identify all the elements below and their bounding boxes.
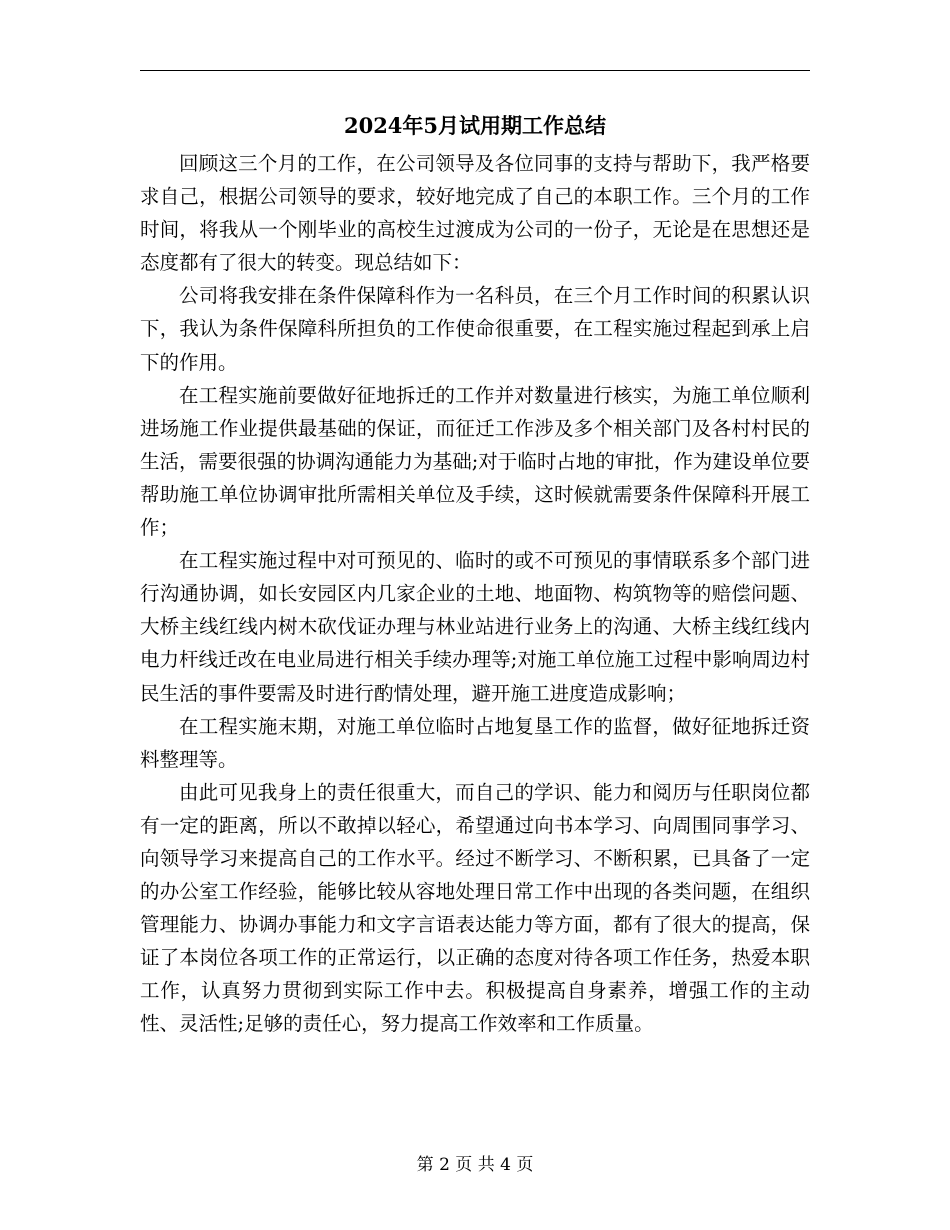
paragraph: 公司将我安排在条件保障科作为一名科员，在三个月工作时间的积累认识下，我认为条件保障科所担负的工作使命很重要，在工程实施过程起到承上启下的作用。 [140, 284, 810, 374]
paragraph: 回顾这三个月的工作，在公司领导及各位同事的支持与帮助下，我严格要求自己，根据公司领导的要求，较好地完成了自己的本职工作。三个月的工作时间，将我从一个刚毕业的高校生过渡成为公司的一份子，无论是在思想还是态度都有了很大的转变。现总结如下： [140, 152, 810, 275]
document-body [140, 147, 810, 1041]
paragraph: 在工程实施过程中对可预见的、临时的或不可预见的事情联系多个部门进行沟通协调，如长安园区内几家企业的土地、地面物、构筑物等的赔偿问题、大桥主线红线内树木砍伐证办理与林业站进行业务上的沟通、大桥主线红线内电力杆线迁改在电业局进行相关手续办理等;对施工单位施工过程中影响周边村民生活的事件要需及时进行酌情处理，避开施工进度造成影响； [140, 549, 810, 705]
page-number: 第 2 页 共 4 页 [416, 1155, 534, 1175]
paragraph: 在工程实施前要做好征地拆迁的工作并对数量进行核实，为施工单位顺利进场施工作业提供最基础的保证，而征迁工作涉及多个相关部门及各村村民的生活，需要很强的协调沟通能力为基础;对于临时占地的审批，作为建设单位要帮助施工单位协调审批所需相关单位及手续，这时候就需要条件保障科开展工作； [140, 383, 810, 540]
paragraph: 由此可见我身上的责任很重大，而自己的学识、能力和阅历与任职岗位都有一定的距离，所以不敢掉以轻心，希望通过向书本学习、向周围同事学习、向领导学习来提高自己的工作水平。经过不断学习、不断积累，已具备了一定的办公室工作经验，能够比较从容地处理日常工作中出现的各类问题，在组织管理能力、协调办事能力和文字言语表达能力等方面，都有了很大的提高，保证了本岗位各项工作的正常运行，以正确的态度对待各项工作任务，热爱本职工作，认真努力贯彻到实际工作中去。积极提高自身素养，增强工作的主动性、灵活性;足够的责任心，努力提高工作效率和工作质量。 [140, 780, 810, 1036]
header-rule [140, 70, 810, 71]
document-title: 2024年5月试用期工作总结 [343, 113, 607, 138]
paragraph: 在工程实施末期，对施工单位临时占地复垦工作的监督，做好征地拆迁资料整理等。 [140, 714, 810, 771]
